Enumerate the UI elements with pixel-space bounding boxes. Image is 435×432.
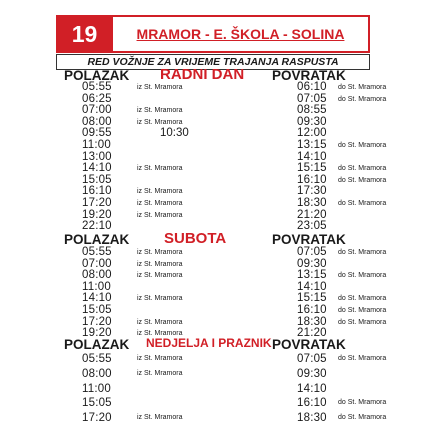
return-time: 21:20	[297, 208, 327, 221]
schedule-row	[0, 94, 435, 106]
schedule-row	[0, 282, 435, 294]
departure-via: iz St. Mramora	[137, 330, 183, 338]
return-time: 16:10	[297, 303, 327, 316]
return-time: 15:15	[297, 292, 327, 305]
return-via: do St. Mramora	[338, 399, 387, 407]
departure-via: iz St. Mramora	[137, 260, 183, 268]
schedule-rows	[0, 352, 435, 426]
departure-via: iz St. Mramora	[137, 211, 183, 219]
departure-time: 15:05	[82, 397, 112, 410]
departure-via: iz St. Mramora	[137, 165, 183, 173]
departure-time: 16:10	[82, 185, 112, 198]
return-time: 18:30	[297, 412, 327, 425]
departure-time: 19:20	[82, 208, 112, 221]
return-time: 14:10	[297, 382, 327, 395]
return-time: 14:10	[297, 150, 327, 163]
schedule-row	[0, 352, 435, 367]
schedule-row	[0, 163, 435, 175]
schedule-row	[0, 117, 435, 129]
departure-time: 05:55	[82, 353, 112, 365]
schedule-row	[0, 152, 435, 164]
departure-time: 11:00	[82, 280, 111, 293]
departure-time: 07:00	[82, 104, 112, 117]
departure-time: 11:00	[82, 382, 111, 395]
departure-time: 05:55	[82, 246, 112, 258]
return-time: 18:30	[297, 196, 327, 209]
return-time: 23:05	[297, 220, 327, 233]
schedule-rows	[0, 82, 435, 233]
departure-time: 11:00	[82, 138, 111, 151]
return-time: 08:55	[297, 104, 327, 117]
return-time: 16:10	[297, 173, 327, 186]
return-time: 09:30	[297, 257, 327, 270]
departure-time: 08:00	[82, 115, 112, 128]
departure-via: iz St. Mramora	[137, 369, 183, 377]
return-time: 18:30	[297, 315, 327, 328]
schedule-rows	[0, 247, 435, 340]
departure-via: iz St. Mramora	[137, 355, 183, 362]
schedule-row	[0, 270, 435, 282]
return-header: POVRATAK	[272, 337, 346, 352]
return-via: do St. Mramora	[338, 165, 387, 173]
departure-via: iz St. Mramora	[137, 272, 183, 280]
return-time: 07:05	[297, 246, 327, 258]
return-via: do St. Mramora	[338, 272, 387, 280]
return-via: do St. Mramora	[338, 95, 387, 103]
schedule-row	[0, 140, 435, 152]
schedule-row	[0, 396, 435, 411]
departure-time: 15:05	[82, 303, 112, 316]
departure-time: 06:25	[82, 92, 112, 105]
departure-via: iz St. Mramora	[137, 249, 183, 256]
departure-time: 05:55	[82, 81, 112, 93]
schedule-row	[0, 382, 435, 397]
day-type-heading: SUBOTA	[164, 230, 227, 247]
departure-time: 19:20	[82, 327, 112, 340]
departure-time: 13:00	[82, 150, 112, 163]
schedule-row	[0, 175, 435, 187]
schedule-row	[0, 305, 435, 317]
departure-via: iz St. Mramora	[137, 188, 183, 196]
return-via: do St. Mramora	[338, 141, 387, 149]
schedule-row	[0, 293, 435, 305]
departure-time: 14:10	[82, 162, 112, 175]
return-time: 07:05	[297, 92, 327, 105]
schedule-row	[0, 210, 435, 222]
departure-time: 08:00	[82, 367, 112, 380]
departure-time: 22:10	[82, 220, 112, 233]
return-time: 17:30	[297, 185, 327, 198]
return-time: 14:10	[297, 280, 327, 293]
return-time: 21:20	[297, 327, 327, 340]
schedule-row	[0, 367, 435, 382]
return-via: do St. Mramora	[338, 306, 387, 314]
departure-time: 09:55	[82, 127, 112, 140]
day-type-heading: NEDJELJA I PRAZNIK	[146, 336, 272, 350]
departure-time: 15:05	[82, 173, 112, 186]
return-via: do St. Mramora	[338, 199, 387, 207]
departure-time: 14:10	[82, 292, 112, 305]
departure-via: iz St. Mramora	[137, 295, 183, 303]
schedule-row	[0, 128, 435, 140]
route-name: MRAMOR - E. ŠKOLA - SOLINA	[113, 15, 370, 53]
schedule-row	[0, 259, 435, 271]
return-time: 12:00	[297, 127, 327, 140]
schedule-row	[0, 198, 435, 210]
departure-header: POLAZAK	[64, 232, 130, 247]
departure-time: 17:20	[82, 315, 112, 328]
return-time: 07:05	[297, 353, 327, 365]
return-via: do St. Mramora	[338, 176, 387, 184]
departure-time: 17:20	[82, 196, 112, 209]
departure-via: iz St. Mramora	[137, 414, 183, 422]
departure-time: 08:00	[82, 269, 112, 282]
departure-header: POLAZAK	[64, 337, 130, 352]
return-via: do St. Mramora	[338, 355, 387, 362]
return-via: do St. Mramora	[338, 414, 387, 422]
schedule-row	[0, 317, 435, 329]
return-header: POVRATAK	[272, 232, 346, 247]
departure-time: 07:00	[82, 257, 112, 270]
return-header: POVRATAK	[272, 68, 346, 83]
return-time: 16:10	[297, 397, 327, 410]
schedule-row	[0, 186, 435, 198]
schedule-row	[0, 105, 435, 117]
return-time: 13:15	[297, 269, 327, 282]
return-time: 13:15	[297, 138, 327, 151]
return-via: do St. Mramora	[338, 249, 387, 256]
extra-time: 10:30	[160, 127, 189, 140]
return-time: 15:15	[297, 162, 327, 175]
day-type-heading: RADNI DAN	[160, 66, 245, 83]
return-via: do St. Mramora	[338, 318, 387, 326]
return-via: do St. Mramora	[338, 84, 387, 91]
return-time: 09:30	[297, 115, 327, 128]
departure-via: iz St. Mramora	[137, 118, 183, 126]
return-time: 06:10	[297, 81, 327, 93]
schedule-row	[0, 247, 435, 259]
route-number-badge: 19	[56, 15, 113, 53]
schedule-row	[0, 82, 435, 94]
return-via: do St. Mramora	[338, 295, 387, 303]
departure-via: iz St. Mramora	[137, 318, 183, 326]
departure-time: 17:20	[82, 412, 112, 425]
holiday-note: RED VOŽNJE ZA VRIJEME TRAJANJA RASPUSTA	[56, 54, 370, 70]
return-time: 09:30	[297, 367, 327, 380]
departure-via: iz St. Mramora	[137, 199, 183, 207]
departure-header: POLAZAK	[64, 68, 130, 83]
schedule-row	[0, 411, 435, 426]
departure-via: iz St. Mramora	[137, 84, 183, 91]
departure-via: iz St. Mramora	[137, 107, 183, 115]
